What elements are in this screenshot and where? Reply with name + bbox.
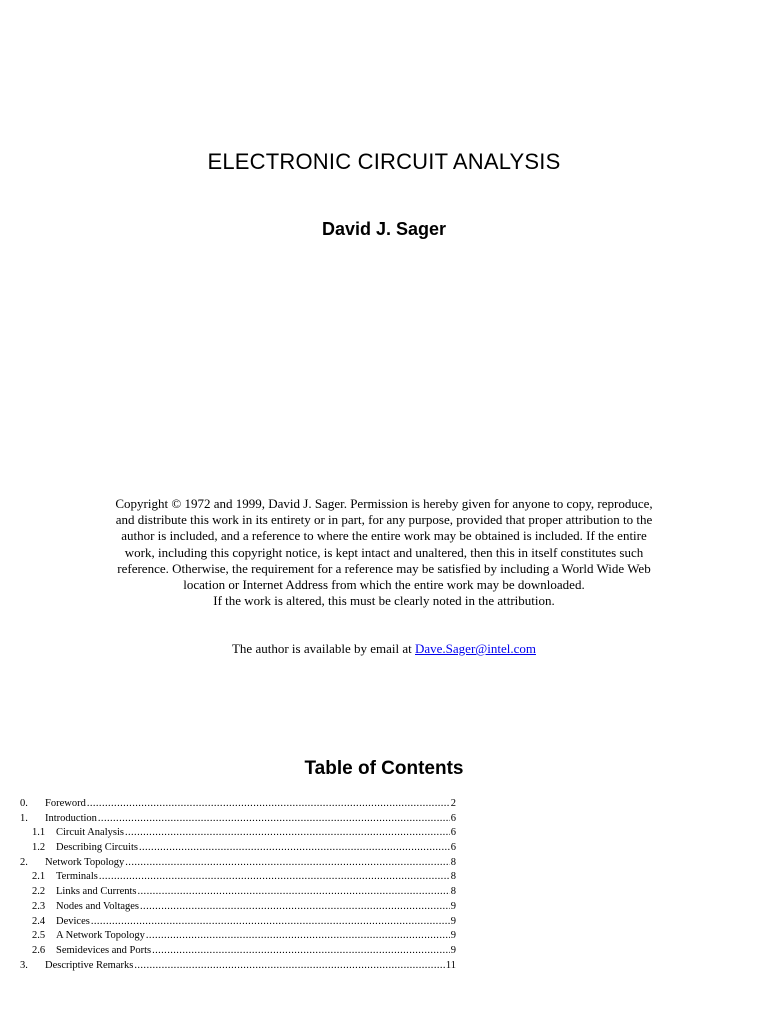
toc-leader-dots [140,900,450,915]
toc-entry-label: Devices [56,915,90,927]
email-prefix: The author is available by email at [231,641,412,656]
email-link[interactable]: Dave.Sager@intel.com [415,641,536,656]
toc-entry-label: Foreword [45,798,86,809]
toc-entry-label: Network Topology [45,856,125,868]
copyright-paragraph: Copyright © 1972 and 1999, David J. Sager. Permission is hereby given for anyone to copy, reproduce, and distribute this work in its entirety or in part, for any purpose, provided that proper attribution to the author is included, and a reference to where the entire work may be obtained is included. If the entire work, including this copyright notice, is kept intact and unaltered, then this in itself constitutes such reference. Otherwise, the requirement for a reference may be satisfied by including a World Wide Web location or Internet Address from which the entire work may be downloaded. [115,496,653,593]
toc-entry-page: 6 [450,842,456,854]
toc-entry-label: Descriptive Remarks [45,959,134,971]
copyright-notice [112,496,656,609]
toc-leader-dots [87,797,450,812]
toc-entry-semidevices-and-ports[interactable] [20,944,456,959]
toc-entry-page: 9 [450,944,456,956]
toc-entry-number: 0. [20,798,28,809]
toc-entry-label: Semidevices and Ports [56,944,152,956]
toc-entry-nodes-and-voltages[interactable] [20,900,456,915]
toc-entry-page: 8 [450,856,456,868]
toc-entry-page: 9 [450,930,456,942]
toc-entry-number: 2. [20,856,28,868]
toc-leader-dots [138,885,450,900]
toc-entry-number: 1.1 [32,827,46,839]
toc-entry-describing-circuits[interactable] [20,841,456,856]
toc-entry-page: 11 [445,959,456,971]
toc-entry-page: 9 [450,915,456,927]
toc-leader-dots [152,944,450,959]
toc-entry-number: 2.2 [32,886,46,898]
toc-entry-foreword[interactable] [20,797,456,812]
table-of-contents [20,797,456,973]
toc-entry-label: Terminals [56,871,98,883]
toc-entry-number: 2.6 [32,944,46,956]
toc-leader-dots [139,841,450,856]
toc-entry-descriptive-remarks[interactable] [20,959,456,974]
toc-leader-dots [125,856,449,871]
toc-entry-number: 2.1 [32,871,46,883]
toc-entry-links-and-currents[interactable] [20,885,456,900]
document-author: David J. Sager [321,219,447,239]
toc-leader-dots [134,959,445,974]
toc-title: Table of Contents [304,758,464,779]
toc-entry-introduction[interactable] [20,812,456,827]
toc-leader-dots [146,929,450,944]
toc-entry-number: 2.4 [32,915,46,927]
toc-entry-page: 6 [450,827,456,839]
altered-note: If the work is altered, this must be clearly noted in the attribution. [213,593,555,609]
toc-entry-page: 2 [450,798,456,809]
toc-entry-page: 8 [450,886,456,898]
toc-entry-label: A Network Topology [56,930,145,942]
toc-leader-dots [91,915,450,930]
toc-entry-devices[interactable] [20,915,456,930]
toc-entry-number: 2.3 [32,900,46,912]
toc-entry-number: 2.5 [32,930,46,942]
toc-entry-a-network-topology[interactable] [20,929,456,944]
toc-leader-dots [125,826,450,841]
toc-entry-label: Nodes and Voltages [56,900,140,912]
toc-entry-number: 1.2 [32,842,46,854]
toc-entry-number: 3. [20,959,28,971]
toc-entry-page: 6 [450,812,456,824]
toc-entry-label: Links and Currents [56,886,137,898]
toc-entry-label: Describing Circuits [56,842,138,854]
toc-entry-label: Circuit Analysis [56,827,124,839]
toc-entry-number: 1. [20,812,28,824]
toc-entry-network-topology[interactable] [20,856,456,871]
toc-entry-terminals[interactable] [20,870,456,885]
author-contact [0,641,768,657]
toc-leader-dots [98,812,450,827]
toc-entry-page: 8 [450,871,456,883]
toc-leader-dots [99,870,450,885]
toc-entry-page: 9 [450,900,456,912]
toc-entry-label: Introduction [45,812,97,824]
document-title: ELECTRONIC CIRCUIT ANALYSIS [207,149,561,174]
toc-entry-circuit-analysis[interactable] [20,826,456,841]
